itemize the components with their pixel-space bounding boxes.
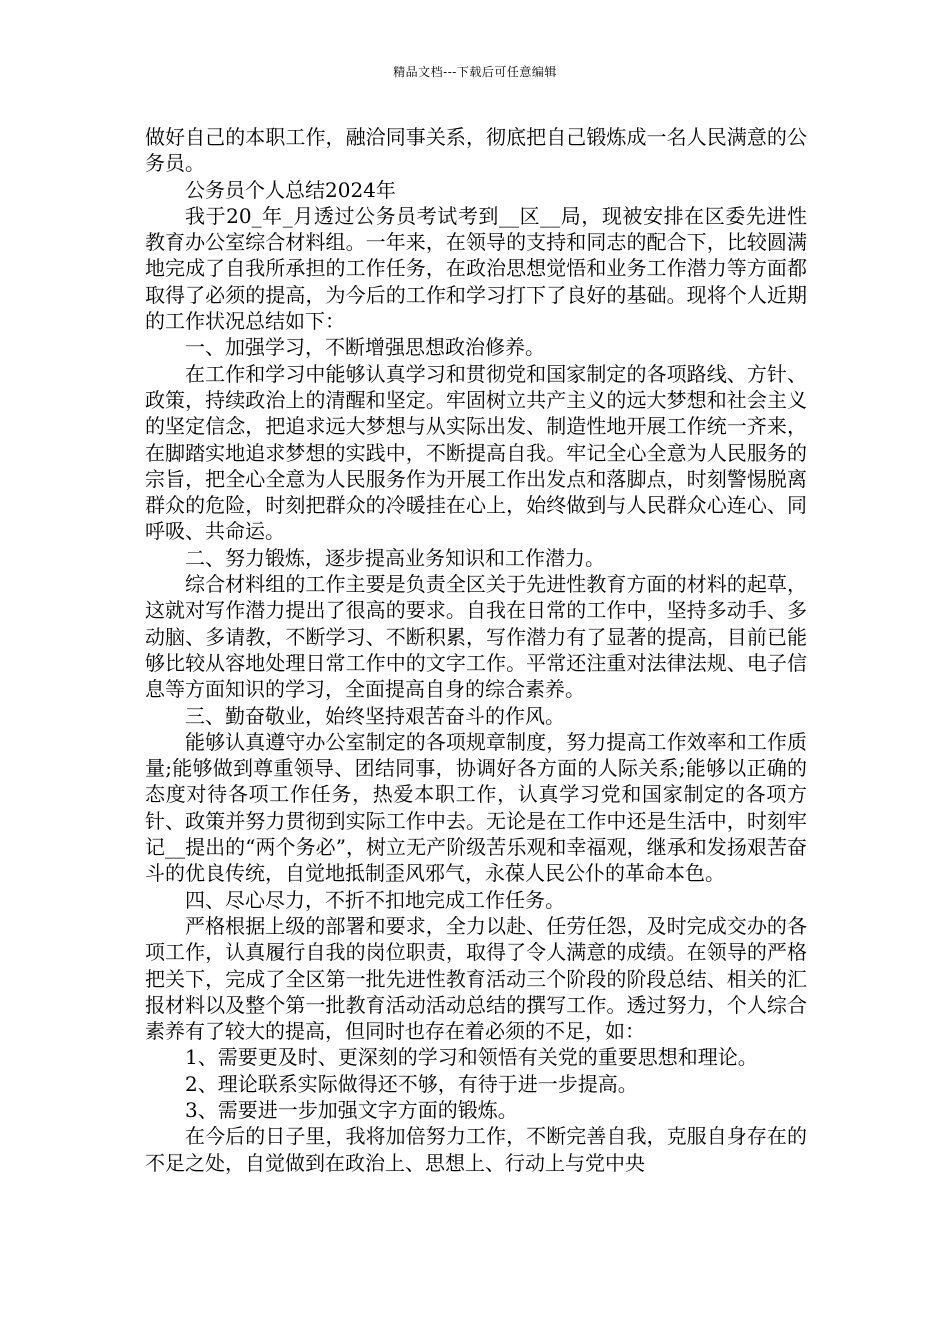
section-heading-2: 二、努力锻炼，逐步提高业务知识和工作潜力。 (185, 545, 605, 570)
paragraph-intro: 我于20_年_月透过公务员考试考到__区__局，现被安排在区委先进性教育办公室综合材料组。一年来，在领导的支持和同志的配合下，比较圆满地完成了自我所承担的工作任务，在政治思想觉悟和业务工作潜力等方面都取得了必须的提高，为今后的工作和学习打下了良好的基础。现将个人近期的工作状况总结如下： (145, 203, 807, 334)
page-header: 精品文档---下载后可任意编辑 (393, 65, 557, 79)
document-title: 公务员个人总结2024年 (185, 177, 396, 202)
paragraph-continuation: 做好自己的本职工作，融洽同事关系，彻底把自己锻炼成一名人民满意的公务员。 (145, 125, 807, 176)
list-item-shortcoming-1: 1、需要更及时、更深刻的学习和领悟有关党的重要思想和理论。 (185, 1045, 758, 1070)
document-body (145, 124, 807, 1176)
section-heading-1: 一、加强学习，不断增强思想政治修养。 (185, 335, 545, 360)
paragraph-closing: 在今后的日子里，我将加倍努力工作，不断完善自我，克服自身存在的不足之处，自觉做到在政治上、思想上、行动上与党中央 (145, 1124, 807, 1175)
paragraph-section-2: 综合材料组的工作主要是负责全区关于先进性教育方面的材料的起草，这就对写作潜力提出了很高的要求。自我在日常的工作中，坚持多动手、多动脑、多请教，不断学习、不断积累，写作潜力有了显著的提高，目前已能够比较从容地处理日常工作中的文字工作。平常还注重对法律法规、电子信息等方面知识的学习，全面提高自身的综合素养。 (145, 572, 807, 702)
list-item-shortcoming-2: 2、理论联系实际做得还不够，有待于进一步提高。 (185, 1071, 638, 1096)
list-item-shortcoming-3: 3、需要进一步加强文字方面的锻炼。 (185, 1097, 518, 1122)
section-heading-3: 三、勤奋敬业，始终坚持艰苦奋斗的作风。 (185, 703, 565, 728)
section-heading-4: 四、尽心尽力，不折不扣地完成工作任务。 (185, 887, 565, 912)
paragraph-section-3: 能够认真遵守办公室制定的各项规章制度，努力提高工作效率和工作质量;能够做到尊重领导、团结同事，协调好各方面的人际关系;能够以正确的态度对待各项工作任务，热爱本职工作，认真学习党和国家制定的各项方针、政策并努力贯彻到实际工作中去。无论是在工作中还是生活中，时刻牢记__提出的“两个务必”，树立无产阶级苦乐观和幸福观，继承和发扬艰苦奋斗的优良传统，自觉地抵制歪风邪气，永葆人民公仆的革命本色。 (145, 729, 807, 886)
paragraph-section-4: 严格根据上级的部署和要求，全力以赴、任劳任怨，及时完成交办的各项工作，认真履行自我的岗位职责，取得了令人满意的成绩。在领导的严格把关下，完成了全区第一批先进性教育活动三个阶段的阶段总结、相关的汇报材料以及整个第一批教育活动活动总结的撰写工作。透过努力，个人综合素养有了较大的提高，但同时也存在着必须的不足，如： (145, 913, 807, 1044)
paragraph-section-1: 在工作和学习中能够认真学习和贯彻党和国家制定的各项路线、方针、政策，持续政治上的清醒和坚定。牢固树立共产主义的远大梦想和社会主义的坚定信念，把追求远大梦想与从实际出发、制造性地开展工作统一齐来，在脚踏实地追求梦想的实践中，不断提高自我。牢记全心全意为人民服务的宗旨，把全心全意为人民服务作为开展工作出发点和落脚点，时刻警惕脱离群众的危险，时刻把群众的冷暖挂在心上，始终做到与人民群众心连心、同呼吸、共命运。 (145, 361, 807, 544)
